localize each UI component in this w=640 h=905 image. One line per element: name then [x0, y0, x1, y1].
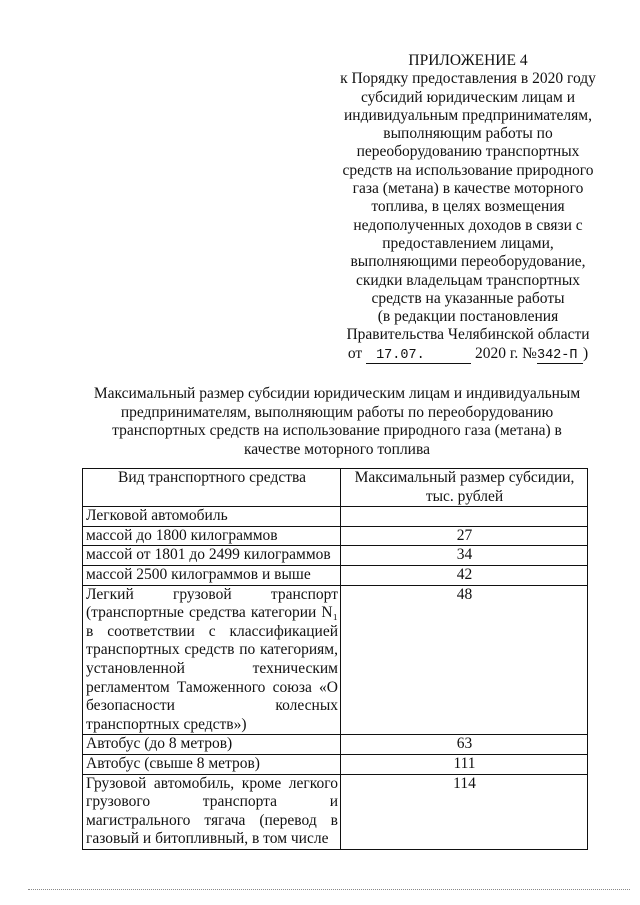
appendix-line: топлива, в целях возмещения	[371, 198, 565, 216]
date-suffix: )	[582, 344, 589, 362]
appendix-line: газа (метана) в качестве моторного	[352, 180, 584, 198]
row-label: Автобус (свыше 8 метров)	[83, 754, 341, 774]
table-row	[83, 774, 588, 849]
row-label: Грузовой автомобиль, кроме легкого грузового транспорта и магистрального тягача (перевод в газовый и битопливный, в том числе	[83, 774, 341, 849]
row-value: 48	[341, 585, 588, 735]
appendix-line: к Порядку предоставления в 2020 году	[340, 70, 596, 88]
row-label: массой от 1801 до 2499 килограммов	[83, 546, 341, 566]
subsidy-table	[82, 468, 588, 850]
appendix-block	[330, 52, 606, 364]
appendix-line: (в редакции постановления	[377, 308, 559, 326]
appendix-line: средств на указанные работы	[371, 289, 565, 307]
table-row	[83, 754, 588, 774]
appendix-line: выполняющими переоборудование,	[350, 253, 586, 271]
appendix-line: Правительства Челябинской области	[346, 326, 590, 344]
doc-number: 342-П	[537, 348, 583, 364]
date-day: 17.07.	[366, 348, 471, 364]
date-year: 2020 г. №	[474, 344, 537, 362]
row-value: 114	[341, 774, 588, 849]
row-value: 27	[341, 526, 588, 546]
header-vehicle-type: Вид транспортного средства	[83, 469, 341, 507]
table-row	[83, 507, 588, 527]
row-label: массой 2500 килограммов и выше	[83, 565, 341, 585]
appendix-date-line	[330, 345, 606, 364]
appendix-line: индивидуальным предпринимателям,	[344, 106, 592, 124]
appendix-line: скидки владельцам транспортных	[355, 271, 581, 289]
appendix-line: субсидий юридическим лицам и	[360, 88, 576, 106]
appendix-line: переоборудованию транспортных	[356, 143, 580, 161]
table-row	[83, 546, 588, 566]
appendix-line: выполняющим работы по	[383, 125, 553, 143]
row-label: Автобус (до 8 метров)	[83, 735, 341, 755]
row-value: 34	[341, 546, 588, 566]
row-label: массой до 1800 килограммов	[83, 526, 341, 546]
appendix-title: ПРИЛОЖЕНИЕ 4	[408, 52, 528, 69]
appendix-line: недополученных доходов в связи с	[353, 216, 583, 234]
header-max-subsidy: Максимальный размер субсидии, тыс. рублей	[341, 469, 588, 507]
table-row	[83, 585, 588, 735]
date-prefix: от	[347, 344, 363, 362]
document-heading: Максимальный размер субсидии юридическим лицам и индивидуальным предпринимателям, выполняющим работы по переоборудованию транспортных средств на использование природного газа (метана) в качестве моторного топлива	[93, 385, 581, 458]
row-value	[341, 507, 588, 527]
page-edge-line	[28, 889, 630, 890]
table-row	[83, 526, 588, 546]
appendix-line: предоставлением лицами,	[382, 234, 554, 252]
appendix-line: средств на использование природного	[342, 161, 594, 179]
row-label: Легковой автомобиль	[83, 507, 341, 527]
table-header-row	[83, 469, 588, 507]
row-value: 63	[341, 735, 588, 755]
table-row	[83, 735, 588, 755]
row-value: 111	[341, 754, 588, 774]
row-label: Легкий грузовой транспорт (транспортные средства категории N₁ в соответствии с классификацией транспортных средств по категориям, установленной техническим регламентом Таможенного союза «О безопасности колесных транспортных средств»)	[83, 585, 341, 735]
row-value: 42	[341, 565, 588, 585]
table-row	[83, 565, 588, 585]
